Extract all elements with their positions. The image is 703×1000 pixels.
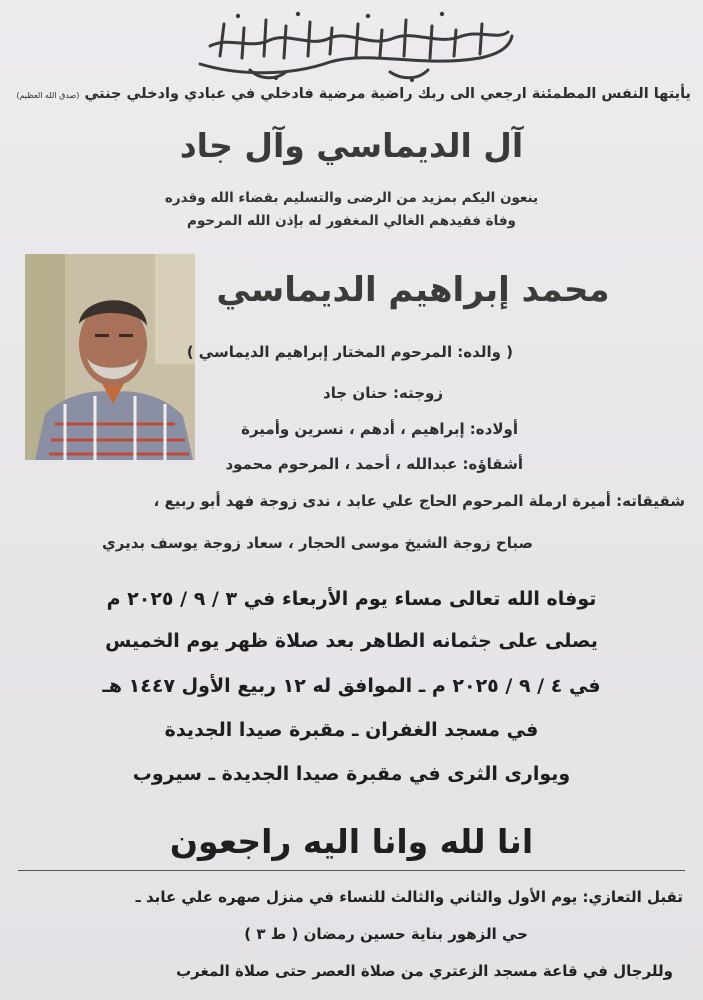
calligraphy-header xyxy=(180,6,520,84)
burial-line: ويوارى الثرى في مقبرة صيدا الجديدة ـ سيروب xyxy=(132,763,571,785)
brothers-line: أشقاؤه: عبدالله ، أحمد ، المرحوم محمود xyxy=(225,455,523,473)
verse-source: (صدق الله العظيم) xyxy=(16,91,80,100)
prayer-date-line: في ٤ / ٩ / ٢٠٢٥ م ـ الموافق له ١٢ ربيع الأول ١٤٤٧ هـ xyxy=(102,675,601,697)
prayer-line: يصلى على جثمانه الطاهر بعد صلاة ظهر يوم الخميس xyxy=(105,630,598,652)
quran-verse xyxy=(16,86,691,102)
verse-text: يأيتها النفس المطمئنة ارجعي الى ربك راضية مرضية فادخلي في عبادي وادخلي جنتي xyxy=(84,86,691,102)
children-line: أولاده: إبراهيم ، أدهم ، نسرين وأميرة xyxy=(241,420,518,438)
mourning-line-1: ينعون اليكم بمزيد من الرضى والتسليم بقضاء الله وقدره xyxy=(164,190,539,206)
family-names: آل الديماسي وآل جاد xyxy=(179,126,524,165)
calligraphy-art xyxy=(180,6,520,84)
deceased-name: محمد إبراهيم الديماسي xyxy=(216,270,610,310)
deceased-photo xyxy=(25,254,195,460)
condolences-line-2: حي الزهور بناية حسين رمضان ( ط ٣ ) xyxy=(244,925,528,943)
mourning-line-2: وفاة فقيدهم الغالي المغفور له بإذن الله المرحوم xyxy=(187,213,516,229)
portrait-image xyxy=(25,254,195,460)
sisters-line-2: صباح زوجة الشيخ موسى الحجار ، سعاد زوجة يوسف بديري xyxy=(102,534,533,552)
wife-line: زوجته: حنان جاد xyxy=(323,384,443,402)
mosque-line: في مسجد الغفران ـ مقبرة صيدا الجديدة xyxy=(164,719,539,741)
sisters-line-1: شقيقاته: أميرة ارملة المرحوم الحاج علي عابد ، ندى زوجة فهد أبو ربيع ، xyxy=(153,492,685,510)
divider xyxy=(18,870,685,871)
father-line: ( والده: المرحوم المختار إبراهيم الديماسي ) xyxy=(186,343,513,361)
death-date-line: توفاه الله تعالى مساء يوم الأربعاء في ٣ / ٩ / ٢٠٢٥ م xyxy=(106,588,597,610)
condolences-line-1: تقبل التعازي: يوم الأول والثاني والثالث للنساء في منزل صهره علي عابد ـ xyxy=(135,888,683,906)
closing-phrase: انا لله وانا اليه راجعون xyxy=(169,822,534,861)
condolences-line-3: وللرجال في قاعة مسجد الزعتري من صلاة العصر حتى صلاة المغرب xyxy=(176,962,673,980)
